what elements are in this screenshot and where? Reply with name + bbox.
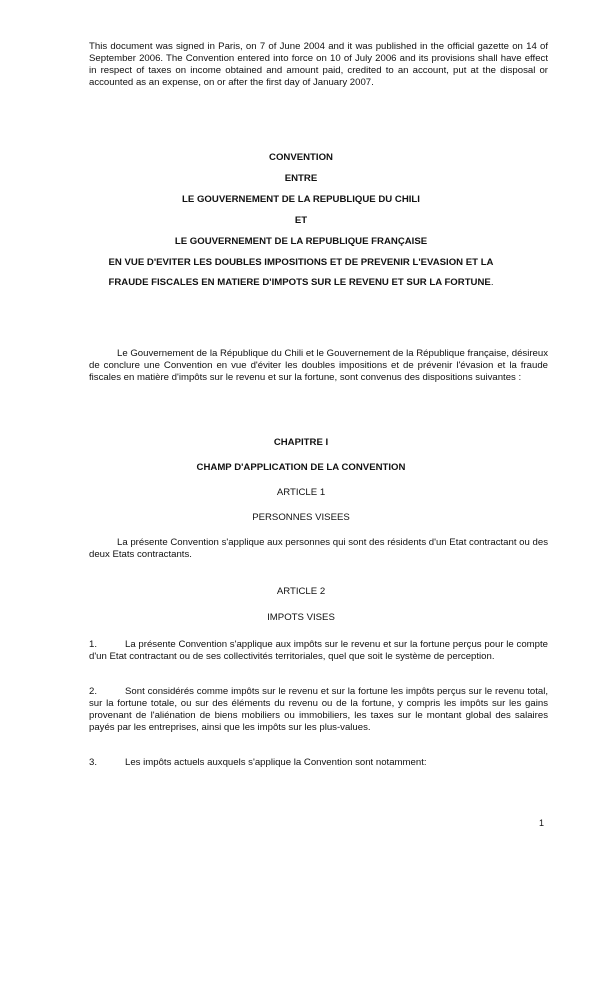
paragraph-number: 1. bbox=[89, 639, 98, 650]
intro-note: This document was signed in Paris, on 7 of June 2004 and it was published in the official gazette on 14 of September 2006. The Convention entered into force on 10 of July 2006 and its provisions shall have effect in respect of taxes on income obtained and amount paid, credited to an account, put at the disposal or accounted as an expense, on or after the first day of January 2007. bbox=[89, 41, 548, 88]
article1-number: ARTICLE 1 bbox=[276, 487, 326, 498]
paragraph-text: Sont considérés comme impôts sur le revenu et sur la fortune les impôts perçus sur le revenu total, sur la fortune totale, ou sur des éléments du revenu ou de la fortune, y compris les impôts sur les gains provenant de l'aliénation de biens mobiliers ou immobiliers, les taxes sur le montant global des salaires payés par les entreprises, ainsi que les impôts sur les plus-values. bbox=[89, 686, 548, 733]
title-purpose-line2: FRAUDE FISCALES EN MATIERE D'IMPOTS SUR LE REVENU ET SUR LA FORTUNE bbox=[108, 277, 491, 288]
article1-title: PERSONNES VISEES bbox=[252, 512, 350, 523]
title-purpose-line2-period: . bbox=[490, 277, 494, 288]
paragraph-text: Les impôts actuels auxquels s'applique la Convention sont notamment: bbox=[125, 757, 427, 768]
article2-paragraph-1 bbox=[89, 639, 548, 663]
article2-title: IMPOTS VISES bbox=[267, 612, 335, 623]
preamble: Le Gouvernement de la République du Chili et le Gouvernement de la République française, désireux de conclure une Convention en vue d'éviter les doubles impositions et de prévenir l'évasion et la fraude fiscales en matière d'impôts sur le revenu et sur la fortune, sont convenus des dispositions suivantes : bbox=[89, 348, 548, 383]
title-convention: CONVENTION bbox=[269, 152, 333, 163]
title-et: ET bbox=[294, 215, 308, 226]
chapter-number: CHAPITRE I bbox=[273, 437, 329, 448]
article2-paragraph-3 bbox=[89, 757, 548, 769]
paragraph-number: 2. bbox=[89, 686, 98, 697]
title-chili: LE GOUVERNEMENT DE LA REPUBLIQUE DU CHILI bbox=[182, 194, 420, 205]
article1-text: La présente Convention s'applique aux personnes qui sont des résidents d'un Etat contractant ou des deux Etats contractants. bbox=[89, 537, 548, 560]
paragraph-text: La présente Convention s'applique aux impôts sur le revenu et sur la fortune perçus pour le compte d'un Etat contractant ou de ses collectivités territoriales, quel que soit le système de perception. bbox=[89, 639, 548, 662]
paragraph-number: 3. bbox=[89, 757, 98, 768]
title-entre: ENTRE bbox=[284, 173, 318, 184]
title-purpose-line1: EN VUE D'EVITER LES DOUBLES IMPOSITIONS ET DE PREVENIR L'EVASION ET LA bbox=[108, 257, 494, 268]
chapter-title: CHAMP D'APPLICATION DE LA CONVENTION bbox=[196, 462, 406, 473]
article2-number: ARTICLE 2 bbox=[276, 586, 326, 597]
page-number: 1 bbox=[538, 818, 544, 828]
article2-paragraph-2 bbox=[89, 686, 548, 734]
title-purpose-line2-wrapper bbox=[60, 277, 542, 289]
title-france: LE GOUVERNEMENT DE LA REPUBLIQUE FRANÇAISE bbox=[174, 236, 428, 247]
